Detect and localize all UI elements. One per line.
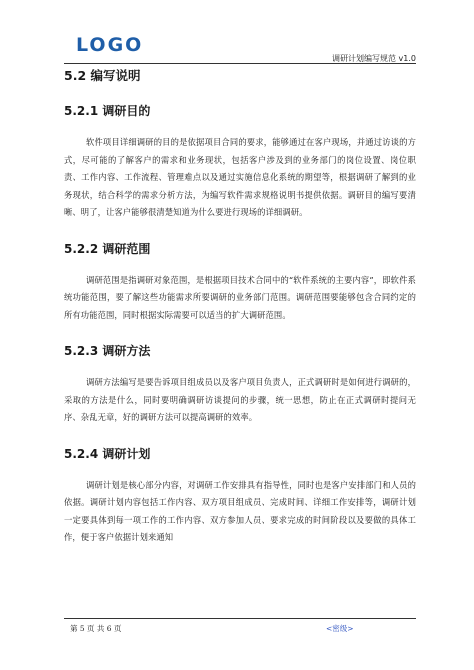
subsection-heading-plan: 5.2.4 调研计划 [64, 446, 151, 461]
subsection-heading-purpose: 5.2.1 调研目的 [64, 104, 151, 118]
paragraph-plan: 调研计划是核心部分内容，对调研工作安排具有指导性，同时也是客户安排部门和人员的依据。调研计划内容包括工作内容、双方项目组成员、完成时间、详细工作安排等，调研计划一定要具体到每一项工作的工作内容、双方参加人员、要求完成的时间阶段以及要做的具体工作，便于客户依据计划来通知 [64, 479, 416, 542]
page-content [64, 66, 416, 547]
subsection-heading-scope: 5.2.2 调研范围 [64, 241, 151, 256]
page-footer [64, 618, 416, 636]
classification-label: <密级> [326, 624, 354, 633]
document-title: 调研计划编写规范 v1.0 [332, 54, 416, 63]
paragraph-purpose: 软件项目详细调研的目的是依据项目合同的要求，能够通过在客户现场，并通过访谈的方式，尽可能的了解客户的需求和业务现状，包括客户涉及到的业务部门的岗位设置、岗位职责、工作内容、工作流程、管理难点以及通过实施信息化系统的期望等，根据调研了解到的业务现状，结合科学的需求分析方法，为编写软件需求规格说明书提供依据。调研目的编写要清晰、明了，让客户能够很清楚知道为什么要进行现场的详细调研。 [64, 137, 416, 217]
header-divider [64, 63, 416, 64]
page-number: 第 5 页 共 6 页 [70, 624, 122, 633]
page-header [64, 34, 416, 64]
footer-divider [64, 618, 416, 619]
company-logo: LOGO [76, 34, 144, 56]
paragraph-scope: 调研范围是指调研对象范围，是根据项目技术合同中的“软件系统的主要内容”，即软件系统功能范围，要了解这些功能需求所要调研的业务部门范围。调研范围要能够包含合同约定的所有功能范围，同时根据实际需要可以适当的扩大调研范围。 [64, 274, 416, 320]
subsection-heading-method: 5.2.3 调研方法 [64, 344, 151, 358]
paragraph-method: 调研方法编写是要告诉项目组成员以及客户项目负责人，正式调研时是如何进行调研的，采取的方法是什么，同时要明确调研访谈提问的步骤，统一思想，防止在正式调研时提问无序、杂乱无章，好的调研方法可以提高调研的效率。 [64, 377, 416, 422]
section-heading: 5.2 编写说明 [64, 68, 141, 83]
